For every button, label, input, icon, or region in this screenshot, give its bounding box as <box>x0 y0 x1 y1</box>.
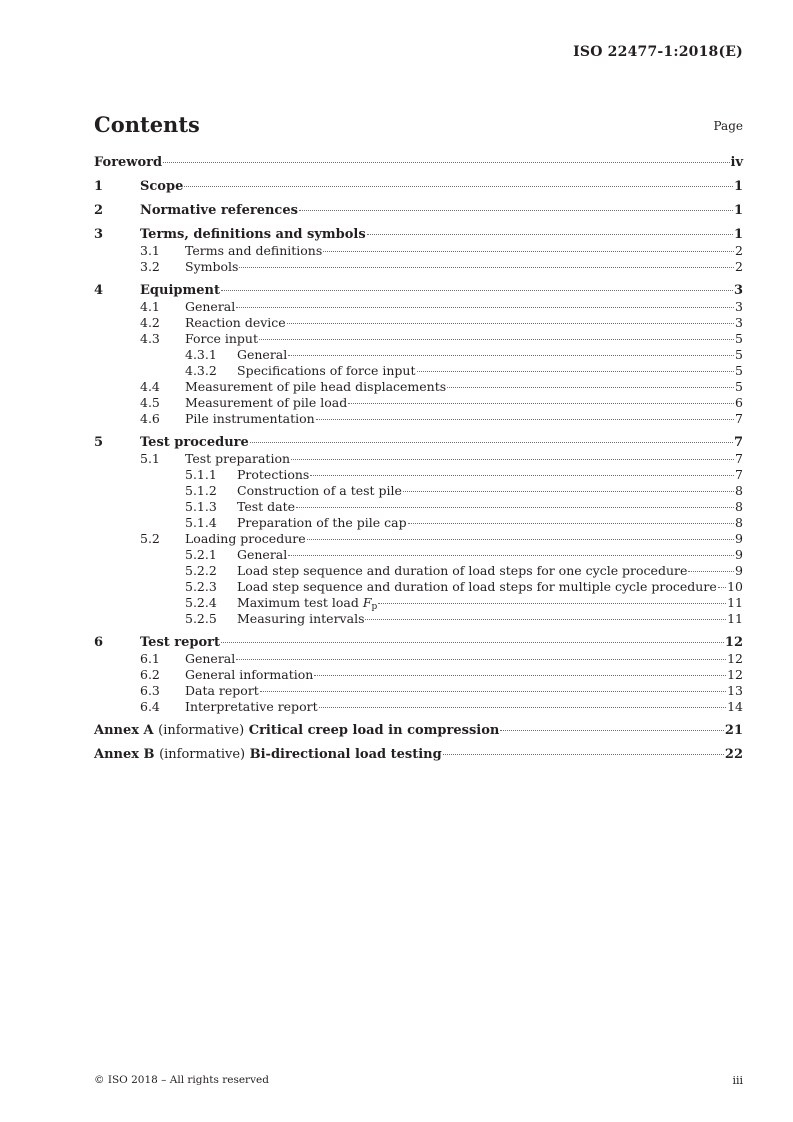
dot-leader <box>184 186 733 187</box>
toc-page: 5 <box>735 347 743 362</box>
toc-page: 7 <box>735 411 743 426</box>
toc-page: 6 <box>735 395 743 410</box>
dot-leader <box>163 162 729 163</box>
toc-page: 8 <box>735 515 743 530</box>
toc-page: 1 <box>733 203 743 218</box>
toc-page: 12 <box>724 635 743 650</box>
toc-entry-4-3[interactable] <box>94 331 743 347</box>
toc-number: 4.3.2 <box>185 363 217 378</box>
toc-entry-4-3-2[interactable] <box>94 363 743 379</box>
toc-entry-6-3[interactable] <box>94 683 743 699</box>
toc-entry-3-1[interactable] <box>94 243 743 259</box>
toc-page: 5 <box>735 331 743 346</box>
toc-title: Specifications of force input <box>237 363 416 378</box>
dot-leader <box>443 754 724 755</box>
toc-number: 4.6 <box>140 411 160 426</box>
toc-entry-5-2-3[interactable] <box>94 579 743 595</box>
toc-title: Preparation of the pile cap <box>237 515 407 530</box>
toc-entry-4[interactable] <box>94 283 743 299</box>
toc-entry-annex-b[interactable] <box>94 747 743 763</box>
toc-number: 4.3.1 <box>185 347 217 362</box>
toc-title: Protections <box>237 467 310 482</box>
toc-page: 8 <box>735 499 743 514</box>
toc-entry-2[interactable] <box>94 203 743 219</box>
toc-number: 3.1 <box>140 243 160 258</box>
toc-entry-5-1[interactable] <box>94 451 743 467</box>
page-number: iii <box>732 1074 743 1087</box>
toc-number: 5.2 <box>140 531 160 546</box>
toc-entry-4-1[interactable] <box>94 299 743 315</box>
toc-title: Normative references <box>140 203 298 218</box>
toc-title: Measuring intervals <box>237 611 365 626</box>
toc-number: 5.2.5 <box>185 611 217 626</box>
toc-number: 5.2.1 <box>185 547 217 562</box>
toc-page: 9 <box>735 531 743 546</box>
toc-number: 6.4 <box>140 699 160 714</box>
toc-number: 5.2.4 <box>185 595 217 610</box>
dot-leader <box>378 603 726 604</box>
dot-leader <box>316 419 734 420</box>
toc-page: 3 <box>735 315 743 330</box>
contents-title: Contents <box>94 112 200 137</box>
toc-page: 11 <box>727 595 743 610</box>
toc-number: 4.5 <box>140 395 160 410</box>
toc-title: Pile instrumentation <box>185 411 315 426</box>
toc-number: 3.2 <box>140 259 160 274</box>
toc-page: 14 <box>727 699 743 714</box>
dot-leader <box>307 539 734 540</box>
dot-leader <box>221 290 733 291</box>
toc-entry-4-2[interactable] <box>94 315 743 331</box>
dot-leader <box>718 587 726 588</box>
annex-title: Critical creep load in compression <box>248 723 500 738</box>
symbol-subscript: p <box>371 602 378 612</box>
toc-number: 4.1 <box>140 299 160 314</box>
toc-number: 4.2 <box>140 315 160 330</box>
dot-leader <box>408 523 734 524</box>
toc-entry-5-1-3[interactable] <box>94 499 743 515</box>
toc-number: 5.2.2 <box>185 563 217 578</box>
toc-title: Loading procedure <box>185 531 306 546</box>
dot-leader <box>314 675 726 676</box>
toc-page: 3 <box>733 283 743 298</box>
dot-leader <box>221 642 724 643</box>
toc-entry-6[interactable] <box>94 635 743 651</box>
toc-page: 3 <box>735 299 743 314</box>
toc-title-text: Maximum test load <box>237 595 359 610</box>
toc-title: Interpretative report <box>185 699 318 714</box>
toc-title: Test procedure <box>140 435 249 450</box>
toc-title: Test report <box>140 635 221 650</box>
toc-page: 2 <box>735 243 743 258</box>
annex-title: Bi-directional load testing <box>249 747 442 762</box>
toc-title: Load step sequence and duration of load steps for one cycle procedure <box>237 563 688 578</box>
toc-title: Equipment <box>140 283 220 298</box>
toc-entry-5-2[interactable] <box>94 531 743 547</box>
dot-leader <box>417 371 735 372</box>
dot-leader <box>447 387 734 388</box>
toc-page: 1 <box>733 227 743 242</box>
toc-number: 5.1.3 <box>185 499 217 514</box>
toc-number: 5.1 <box>140 451 160 466</box>
toc-number: 4.4 <box>140 379 160 394</box>
toc-title: Terms, definitions and symbols <box>140 227 366 242</box>
toc-page: 5 <box>735 363 743 378</box>
toc-page: 9 <box>735 563 743 578</box>
document-id: ISO 22477-1:2018(E) <box>573 44 743 60</box>
toc-page: 10 <box>727 579 743 594</box>
dot-leader <box>296 507 734 508</box>
annex-label: Annex B <box>94 747 155 762</box>
toc-title: Measurement of pile load <box>185 395 348 410</box>
toc-page: 1 <box>733 179 743 194</box>
toc-number: 5.1.1 <box>185 467 217 482</box>
dot-leader <box>365 619 726 620</box>
toc-title: Symbols <box>185 259 239 274</box>
toc-number: 5.1.4 <box>185 515 217 530</box>
toc-title: Construction of a test pile <box>237 483 402 498</box>
toc-entry-5-1-1[interactable] <box>94 467 743 483</box>
toc-entry-4-6[interactable] <box>94 411 743 427</box>
toc-title: Data report <box>185 683 259 698</box>
annex-label: Annex A <box>94 723 154 738</box>
page-column-label: Page <box>713 119 743 133</box>
toc-entry-foreword[interactable] <box>94 155 743 171</box>
toc-page: 12 <box>727 667 743 682</box>
dot-leader <box>310 475 734 476</box>
toc-title: Load step sequence and duration of load steps for multiple cycle procedure <box>237 579 717 594</box>
toc-title: General <box>185 651 236 666</box>
toc-number: 1 <box>94 179 104 194</box>
table-of-contents <box>94 155 743 763</box>
toc-entry-4-4[interactable] <box>94 379 743 395</box>
toc-page: 2 <box>735 259 743 274</box>
toc-entry-3[interactable] <box>94 227 743 243</box>
toc-title: Terms and definitions <box>185 243 323 258</box>
toc-title: Scope <box>140 179 184 194</box>
toc-title: General <box>185 299 236 314</box>
dot-leader <box>236 659 726 660</box>
toc-entry-5-1-2[interactable] <box>94 483 743 499</box>
dot-leader <box>403 491 734 492</box>
dot-leader <box>287 323 734 324</box>
dot-leader <box>688 571 734 572</box>
toc-entry-6-4[interactable] <box>94 699 743 715</box>
dot-leader <box>260 691 726 692</box>
toc-title: General <box>237 347 288 362</box>
copyright-notice: © ISO 2018 – All rights reserved <box>94 1074 269 1086</box>
toc-page: 8 <box>735 483 743 498</box>
toc-title <box>94 747 442 763</box>
toc-number: 6.2 <box>140 667 160 682</box>
toc-number: 6.3 <box>140 683 160 698</box>
toc-title: General <box>237 547 288 562</box>
toc-number: 4 <box>94 283 104 298</box>
dot-leader <box>299 210 733 211</box>
toc-entry-5-2-5[interactable] <box>94 611 743 627</box>
toc-title: Foreword <box>94 155 163 170</box>
dot-leader <box>236 307 734 308</box>
dot-leader <box>288 555 734 556</box>
dot-leader <box>323 251 734 252</box>
toc-title: Test date <box>237 499 296 514</box>
dot-leader <box>250 442 733 443</box>
toc-title: Measurement of pile head displacements <box>185 379 447 394</box>
dot-leader <box>500 730 724 731</box>
toc-entry-5-2-4[interactable] <box>94 595 743 611</box>
toc-entry-1[interactable] <box>94 179 743 195</box>
toc-entry-3-2[interactable] <box>94 259 743 275</box>
toc-number: 5.2.3 <box>185 579 217 594</box>
toc-entry-5-2-2[interactable] <box>94 563 743 579</box>
dot-leader <box>239 267 734 268</box>
toc-page: 21 <box>724 723 743 738</box>
dot-leader <box>259 339 734 340</box>
toc-number: 5 <box>94 435 104 450</box>
toc-title <box>94 723 499 739</box>
dot-leader <box>367 234 733 235</box>
dot-leader <box>288 355 734 356</box>
toc-entry-5[interactable] <box>94 435 743 451</box>
annex-kind: (informative) <box>158 723 245 738</box>
toc-number: 3 <box>94 227 104 242</box>
toc-page: iv <box>730 155 743 170</box>
toc-number: 5.1.2 <box>185 483 217 498</box>
toc-page: 11 <box>727 611 743 626</box>
toc-entry-6-1[interactable] <box>94 651 743 667</box>
toc-title: Force input <box>185 331 258 346</box>
toc-entry-annex-a[interactable] <box>94 723 743 739</box>
toc-page: 12 <box>727 651 743 666</box>
dot-leader <box>291 459 734 460</box>
toc-entry-4-5[interactable] <box>94 395 743 411</box>
toc-entry-5-1-4[interactable] <box>94 515 743 531</box>
toc-title: Test preparation <box>185 451 291 466</box>
dot-leader <box>319 707 727 708</box>
toc-number: 6.1 <box>140 651 160 666</box>
toc-page: 7 <box>735 451 743 466</box>
toc-number: 4.3 <box>140 331 160 346</box>
toc-page: 22 <box>724 747 743 762</box>
toc-page: 9 <box>735 547 743 562</box>
toc-entry-6-2[interactable] <box>94 667 743 683</box>
symbol-f: F <box>362 595 372 610</box>
dot-leader <box>348 403 734 404</box>
annex-kind: (informative) <box>159 747 246 762</box>
toc-entry-4-3-1[interactable] <box>94 347 743 363</box>
toc-page: 7 <box>735 467 743 482</box>
toc-page: 5 <box>735 379 743 394</box>
toc-title: General information <box>185 667 314 682</box>
toc-entry-5-2-1[interactable] <box>94 547 743 563</box>
toc-title: Reaction device <box>185 315 286 330</box>
toc-page: 13 <box>727 683 743 698</box>
toc-page: 7 <box>733 435 743 450</box>
toc-number: 6 <box>94 635 104 650</box>
toc-number: 2 <box>94 203 104 218</box>
